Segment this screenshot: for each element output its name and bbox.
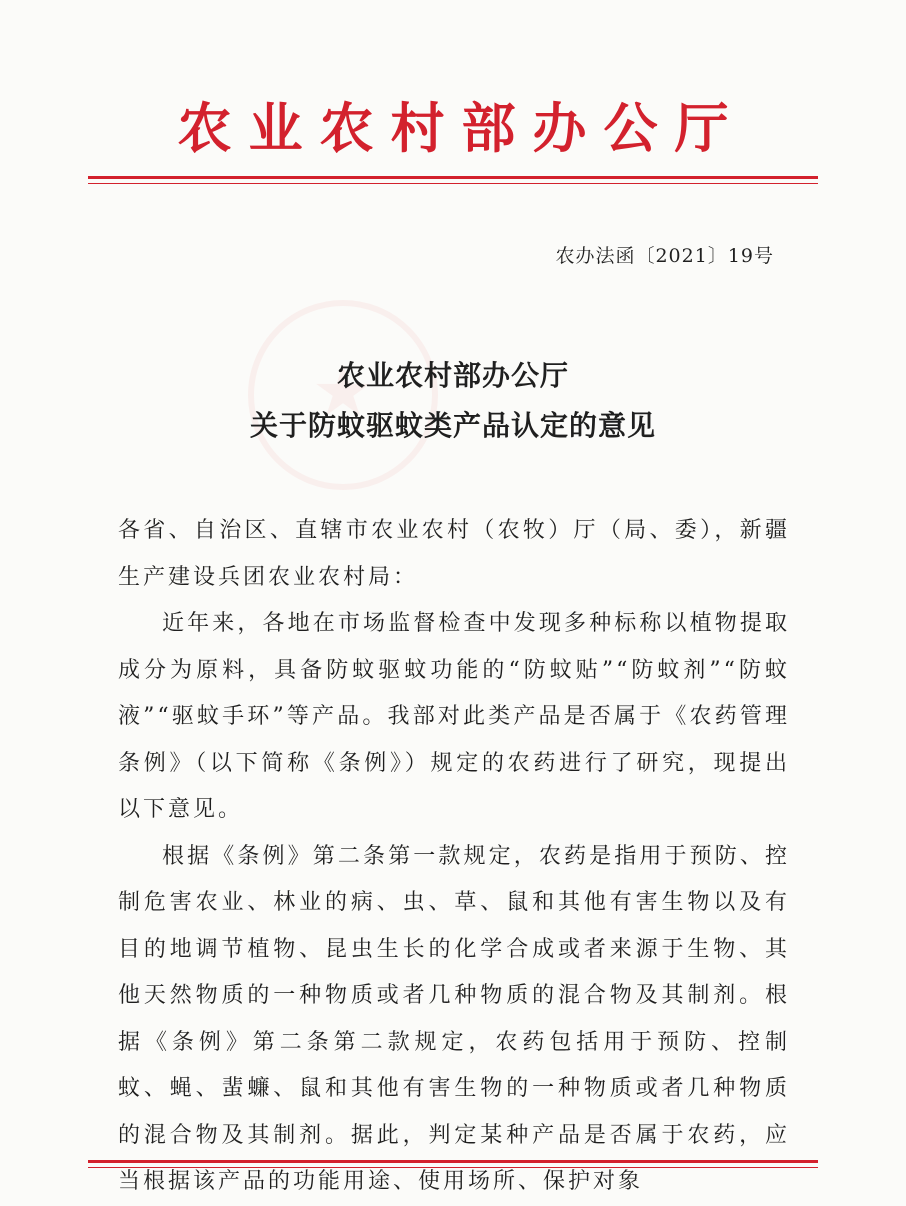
header-red-rule	[88, 176, 818, 179]
document-title-line-1: 农业农村部办公厅	[336, 359, 569, 392]
document-title-line-2: 关于防蚊驱蚊类产品认定的意见	[249, 409, 656, 442]
header-red-rule-thin	[88, 183, 818, 184]
issuing-organization-header: 农业农村部办公厅	[177, 97, 746, 160]
body-paragraph: 根据《条例》第二条第一款规定，农药是指用于预防、控制危害农业、林业的病、虫、草、鼠和其他有害生物以及有目的地调节植物、昆虫生长的化学合成或者来源于生物、其他天然物质的一种物质或者几种物质的混合物及其制剂。根据《条例》第二条第二款规定，农药包括用于预防、控制蚊、蝇、蜚蠊、鼠和其他有害生物的一种物质或者几种物质的混合物及其制剂。据此，判定某种产品是否属于农药，应当根据该产品的功能用途、使用场所、保护对象	[118, 843, 790, 1194]
body-paragraph: 近年来，各地在市场监督检查中发现多种标称以植物提取成分为原料，具备防蚊驱蚊功能的“防蚊贴”“防蚊剂”“防蚊液”“驱蚊手环”等产品。我部对此类产品是否属于《农药管理条例》（以下简称《条例》）规定的农药进行了研究，现提出以下意见。	[118, 611, 790, 822]
seal-star-icon: ★	[311, 349, 375, 432]
footer-red-rule-thin	[88, 1167, 818, 1168]
footer-red-rule	[88, 1160, 818, 1163]
document-body	[118, 508, 790, 1206]
document-number: 农办法函〔2021〕19号	[555, 245, 774, 267]
addressee: 各省、自治区、直辖市农业农村（农牧）厅（局、委），新疆生产建设兵团农业农村局：	[118, 518, 790, 590]
